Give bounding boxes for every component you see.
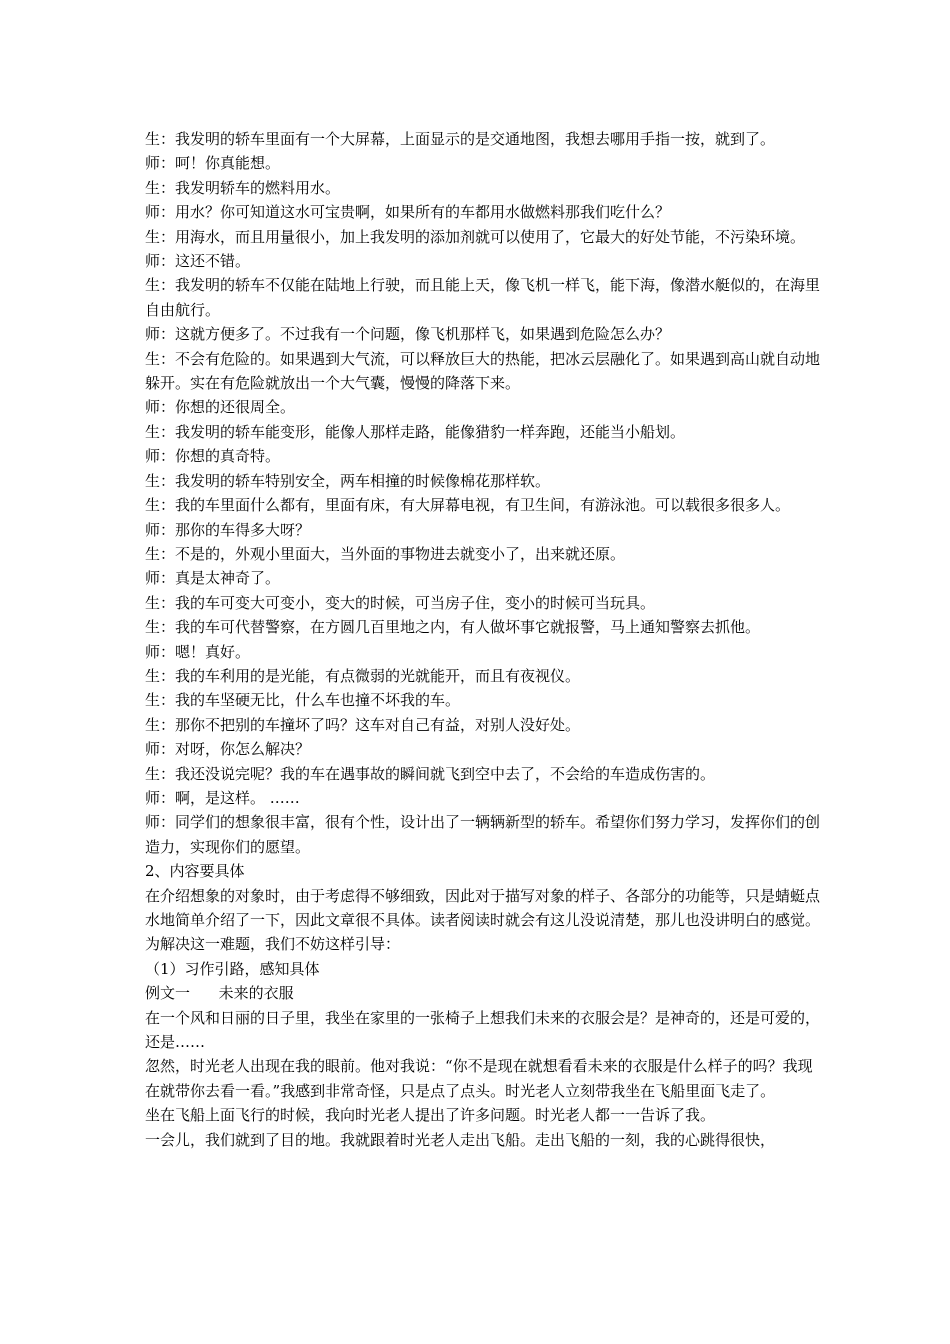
dialogue-line: 师：你想的真奇特。 bbox=[145, 447, 281, 466]
dialogue-line: 生：我发明的轿车里面有一个大屏幕，上面显示的是交通地图，我想去哪用手指一按，就到了。 bbox=[145, 130, 776, 148]
subsection-heading: （1）习作引路，感知具体 bbox=[145, 959, 320, 978]
body-paragraph: 在一个风和日丽的日子里，我坐在家里的一张椅子上想我们未来的衣服会是？是神奇的，还是可爱的，还是…… bbox=[145, 1008, 821, 1052]
dialogue-line: 生：不会有危险的。如果遇到大气流，可以释放巨大的热能，把冰云层融化了。如果遇到高山就自动地躲开。实在有危险就放出一个大气囊，慢慢的降落下来。 bbox=[145, 349, 821, 393]
dialogue-line: 师：呵！你真能想。 bbox=[145, 154, 281, 173]
dialogue-line: 生：我的车里面什么都有，里面有床，有大屏幕电视，有卫生间，有游泳池。可以载很多很多人。 bbox=[145, 496, 791, 515]
dialogue-line: 生：我发明轿车的燃料用水。 bbox=[145, 178, 341, 197]
dialogue-line: 生：我还没说完呢？我的车在遇事故的瞬间就飞到空中去了，不会给的车造成伤害的。 bbox=[145, 764, 716, 783]
body-paragraph: 忽然，时光老人出现在我的眼前。他对我说：“你不是现在就想看看未来的衣服是什么样子的吗？我现在就带你去看一看。”我感到非常奇怪，只是点了点头。时光老人立刻带我坐在飞船里面飞走了。 bbox=[145, 1057, 813, 1100]
dialogue-line: 生：我的车可代替警察，在方圆几百里地之内，有人做坏事它就报警，马上通知警察去抓他。 bbox=[145, 618, 761, 637]
body-paragraph: 一会儿，我们就到了目的地。我就跟着时光老人走出飞船。走出飞船的一刻，我的心跳得很快， bbox=[145, 1130, 776, 1149]
dialogue-line: 师：同学们的想象很丰富，很有个性，设计出了一辆辆新型的轿车。希望你们努力学习，发挥你们的创造力，实现你们的愿望。 bbox=[145, 813, 821, 856]
dialogue-line: 师：对呀，你怎么解决？ bbox=[145, 740, 311, 759]
dialogue-line: 师：真是太神奇了。 bbox=[145, 569, 281, 588]
dialogue-line: 师：这就方便多了。不过我有一个问题，像飞机那样飞，如果遇到危险怎么办？ bbox=[145, 325, 671, 344]
dialogue-line: 师：啊，是这样。 …… bbox=[145, 788, 300, 807]
body-paragraph: 在介绍想象的对象时，由于考虑得不够细致，因此对于描写对象的样子、各部分的功能等，只是蜻蜓点水地简单介绍了一下，因此文章很不具体。读者阅读时就会有这儿没说清楚，那儿也没讲明白的感觉。为解决这一难题，我们不妨这样引导： bbox=[145, 886, 821, 954]
dialogue-line: 生：我发明的轿车能变形，能像人那样走路，能像猎豹一样奔跑，还能当小船划。 bbox=[145, 422, 686, 441]
body-paragraph: 坐在飞船上面飞行的时候，我向时光老人提出了许多问题。时光老人都一一告诉了我。 bbox=[145, 1106, 716, 1125]
dialogue-line: 师：用水？你可知道这水可宝贵啊，如果所有的车都用水做燃料那我们吃什么？ bbox=[145, 203, 671, 222]
dialogue-line: 师：这还不错。 bbox=[145, 252, 251, 271]
dialogue-line: 师：那你的车得多大呀？ bbox=[145, 520, 311, 539]
example-title: 例文一 未来的衣服 bbox=[145, 984, 294, 1003]
dialogue-line: 生：我的车坚硬无比，什么车也撞不坏我的车。 bbox=[145, 691, 461, 710]
dialogue-line: 师：嗯！真好。 bbox=[145, 642, 251, 661]
dialogue-line: 师：你想的还很周全。 bbox=[145, 398, 296, 417]
dialogue-line: 生：那你不把别的车撞坏了吗？这车对自己有益，对别人没好处。 bbox=[145, 715, 581, 734]
dialogue-line: 生：我的车利用的是光能，有点微弱的光就能开，而且有夜视仪。 bbox=[145, 666, 581, 685]
section-heading: 2、内容要具体 bbox=[145, 862, 245, 881]
dialogue-line: 生：不是的，外观小里面大，当外面的事物进去就变小了，出来就还原。 bbox=[145, 544, 626, 563]
dialogue-line: 生：我的车可变大可变小，变大的时候，可当房子住，变小的时候可当玩具。 bbox=[145, 593, 656, 612]
dialogue-line: 生：我发明的轿车特别安全，两车相撞的时候像棉花那样软。 bbox=[145, 471, 551, 490]
document-page bbox=[145, 127, 825, 1152]
dialogue-line: 生：我发明的轿车不仅能在陆地上行驶，而且能上天，像飞机一样飞，能下海，像潜水艇似的，在海里自由航行。 bbox=[145, 276, 821, 319]
dialogue-line: 生：用海水，而且用量很小，加上我发明的添加剂就可以使用了，它最大的好处节能，不污染环境。 bbox=[145, 227, 806, 246]
